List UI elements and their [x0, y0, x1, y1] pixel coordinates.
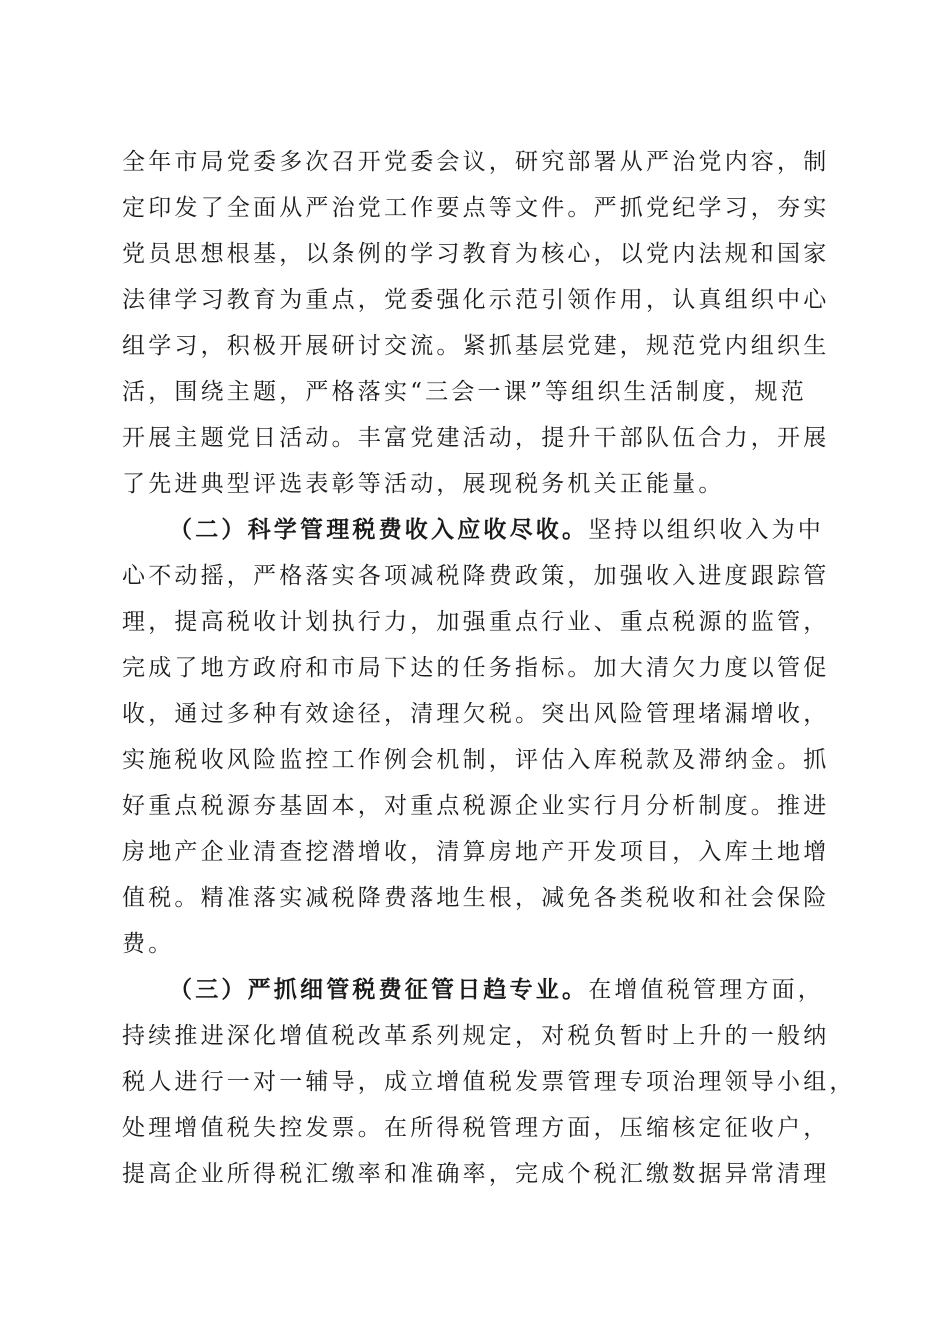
text-line: 完成了地方政府和市局下达的任务指标。加大清欠力度以管促 — [122, 655, 830, 681]
text-line: 持续推进深化增值税改革系列规定，对税负暂时上升的一般纳 — [122, 1023, 830, 1049]
text-run: 在增值税管理方面， — [588, 977, 825, 1003]
paragraph-first-line — [122, 967, 840, 1013]
text-line: 定印发了全面从严治党工作要点等文件。严抓党纪学习，夯实 — [122, 195, 830, 221]
text-line: 费。 — [122, 931, 175, 957]
section-heading: （二）科学管理税费收入应收尽收。 — [169, 516, 589, 543]
text-line: 法律学习教育为重点，党委强化示范引领作用，认真组织中心 — [122, 287, 830, 313]
text-line: 收，通过多种有效途径，清理欠税。突出风险管理堵漏增收， — [122, 701, 830, 727]
text-line: 实施税收风险监控工作例会机制，评估入库税款及滞纳金。抓 — [122, 747, 830, 773]
paragraph-first-line — [122, 507, 840, 553]
text-line: 理，提高税收计划执行力，加强重点行业、重点税源的监管， — [122, 609, 830, 635]
text-line: 党员思想根基，以条例的学习教育为核心，以党内法规和国家 — [122, 241, 830, 267]
text-line: 税人进行一对一辅导，成立增值税发票管理专项治理领导小组， — [122, 1069, 856, 1095]
text-line: 全年市局党委多次召开党委会议，研究部署从严治党内容，制 — [122, 149, 830, 175]
text-line: 提高企业所得税汇缴率和准确率，完成个税汇缴数据异常清理 — [122, 1161, 830, 1187]
text-line: 了先进典型评选表彰等活动，展现税务机关正能量。 — [122, 471, 725, 497]
text-line: 值税。精准落实减税降费落地生根，减免各类税收和社会保险 — [122, 885, 830, 911]
paragraph-tax-administration — [122, 967, 856, 1197]
paragraph-party-building — [122, 139, 840, 507]
text-line: 活，围绕主题，严格落实“三会一课”等组织生活制度，规范 — [122, 379, 807, 405]
text-line: 组学习，积极开展研讨交流。紧抓基层党建，规范党内组织生 — [122, 333, 830, 359]
text-line: 处理增值税失控发票。在所得税管理方面，压缩核定征收户， — [122, 1115, 830, 1141]
text-run: 坚持以组织收入为中 — [588, 517, 825, 543]
text-line: 好重点税源夯基固本，对重点税源企业实行月分析制度。推进 — [122, 793, 830, 819]
section-heading: （三）严抓细管税费征管日趋专业。 — [169, 976, 589, 1003]
text-line: 开展主题党日活动。丰富党建活动，提升干部队伍合力，开展 — [122, 425, 830, 451]
paragraph-tax-revenue — [122, 507, 840, 967]
text-line: 房地产企业清查挖潜增收，清算房地产开发项目，入库土地增 — [122, 839, 830, 865]
text-line: 心不动摇，严格落实各项减税降费政策，加强收入进度跟踪管 — [122, 563, 830, 589]
